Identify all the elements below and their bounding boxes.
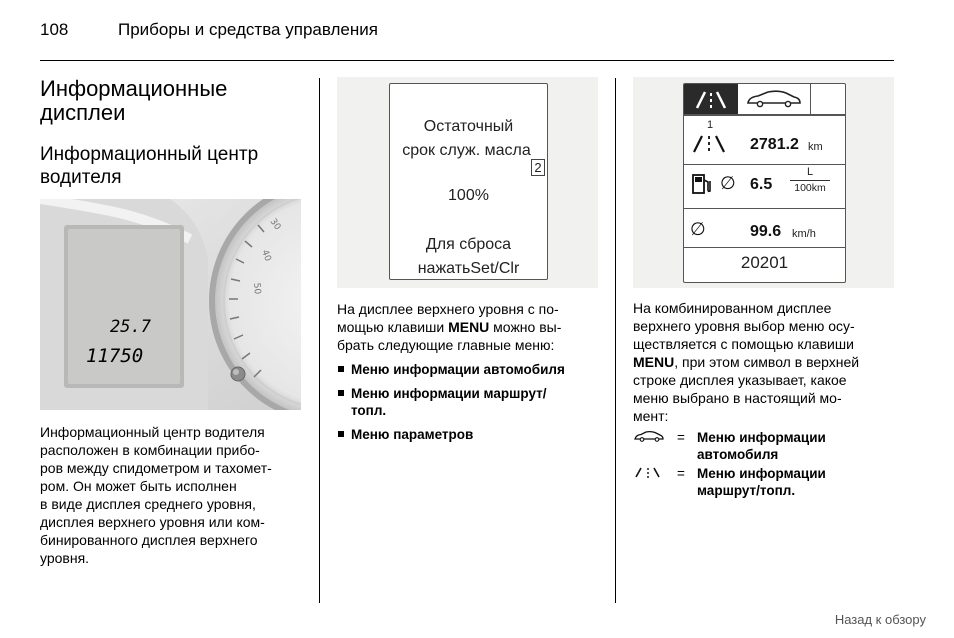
road-icon [633, 465, 665, 483]
subsection-title-line1: Информационный центр [40, 144, 259, 165]
col3-line-2: верхнего уровня выбор меню осу- [633, 318, 855, 334]
col1-line-6: дисплея верхнего уровня или ком- [40, 514, 265, 530]
col1-line-1: Информационный центр водителя [40, 424, 265, 440]
menu-key-label-2: MENU [633, 354, 675, 370]
col2-line-1: На дисплее верхнего уровня с по- [337, 301, 559, 317]
menu-item-2-text-line1: Меню информации маршрут/ [351, 386, 547, 401]
fuel-unit-fraction-line [790, 180, 830, 181]
col3-line-3: ществляется с помощью клавиши [633, 336, 854, 352]
legend-eq-2: = [677, 466, 685, 481]
fuel-value: 6.5 [750, 176, 773, 193]
main-menu-list [337, 361, 602, 450]
col2-paragraph [337, 300, 602, 354]
road-icon [684, 84, 738, 114]
row-divider-1 [684, 164, 845, 165]
col1-line-3: ров между спидометром и тахомет- [40, 460, 272, 476]
legend-row-vehicle [633, 429, 903, 465]
combo-display-screen [683, 83, 846, 283]
chapter-title: Приборы и средства управления [118, 20, 378, 39]
speed-unit: km/h [792, 228, 816, 240]
legend-row-trip [633, 465, 903, 501]
col1-line-2: расположен в комбинации прибо- [40, 442, 260, 458]
section-title [40, 77, 310, 125]
col1-line-4: ром. Он может быть исполнен [40, 478, 237, 494]
page-number: 108 [40, 20, 69, 39]
col3-line-4-rest: , при этом символ в верхней [674, 354, 860, 370]
display-badge: 2 [531, 159, 545, 176]
menu-item-vehicle-info [337, 361, 602, 378]
odometer-value: 20201 [740, 253, 789, 272]
legend-text-2-line1: Меню информации [697, 466, 826, 481]
tab-vehicle [738, 84, 811, 114]
mid-display-figure [337, 77, 598, 288]
col3-line-6: меню выбрано в настоящий мо- [633, 390, 842, 406]
legend-text-2-line2: маршрут/топл. [697, 483, 796, 498]
combo-display-figure [633, 77, 894, 288]
display-line-2: срок служ. масла [402, 142, 531, 159]
tab-trip-fuel [684, 84, 738, 114]
section-title-line1: Информационные [40, 76, 228, 101]
col2-line-3: брать следующие главные меню: [337, 337, 555, 353]
display-percent: 100% [448, 187, 489, 204]
legend-text-1 [697, 429, 897, 463]
fuel-pump-icon [690, 172, 714, 196]
header-rule [40, 60, 894, 61]
speed-value: 99.6 [750, 223, 782, 240]
menu-item-3-text: Меню параметров [351, 427, 474, 442]
column-divider-1 [319, 78, 320, 603]
col3-line-5: строке дисплея указывает, какое [633, 372, 847, 388]
fuel-avg-symbol: ∅ [720, 173, 736, 193]
menu-key-label: MENU [448, 319, 490, 335]
car-icon [633, 429, 665, 447]
instrument-cluster-photo [40, 199, 301, 410]
mid-display-screen [389, 83, 548, 280]
col3-line-1: На комбинированном дисплее [633, 300, 832, 316]
menu-item-trip-fuel-info [337, 385, 602, 419]
column-divider-2 [615, 78, 616, 603]
svg-text:50: 50 [251, 282, 262, 295]
section-title-line2: дисплеи [40, 100, 126, 125]
legend-eq-1: = [677, 430, 685, 445]
car-icon [738, 84, 810, 114]
col1-paragraph [40, 423, 310, 567]
display-line-5: нажатьSet/Clr [417, 260, 520, 277]
menu-item-2-text-line2: топл. [351, 403, 387, 418]
svg-text:40: 40 [259, 248, 273, 263]
subsection-title [40, 143, 310, 189]
legend-text-1-line1: Меню информации [697, 430, 826, 445]
row-divider-3 [684, 247, 845, 248]
col3-paragraph [633, 299, 901, 425]
tab-underline [684, 114, 845, 116]
back-to-overview-link[interactable]: Назад к обзору [834, 612, 926, 627]
col3-line-4 [633, 353, 901, 371]
legend-text-2 [697, 465, 897, 499]
trip-road-icon [690, 132, 730, 154]
col1-line-8: уровня. [40, 550, 90, 566]
fuel-unit-bottom: 100km [794, 182, 826, 194]
distance-value: 2781.2 [750, 136, 799, 153]
lcd-odometer-readout: 11750 [86, 345, 144, 367]
display-line-4: Для сброса [425, 236, 512, 253]
menu-item-1-text: Меню информации автомобиля [351, 362, 565, 377]
menu-item-settings [337, 426, 602, 443]
fuel-unit-top: L [806, 166, 814, 178]
col2-line-2-pre: мощью клавиши [337, 319, 449, 335]
display-line-1: Остаточный [423, 118, 514, 135]
distance-unit: km [808, 141, 823, 153]
col2-line-2-post: можно вы- [489, 319, 562, 335]
trip-index: 1 [707, 119, 714, 131]
col1-line-5: в виде дисплея среднего уровня, [40, 496, 256, 512]
lcd-trip-readout: 25.7 [110, 317, 151, 337]
col1-line-7: бинированного дисплея верхнего [40, 532, 258, 548]
speed-avg-symbol: ∅ [690, 219, 706, 239]
subsection-title-line2: водителя [40, 167, 122, 188]
legend-text-1-line2: автомобиля [697, 447, 779, 462]
svg-text:30: 30 [267, 216, 283, 233]
col2-line-2 [337, 318, 602, 336]
row-divider-2 [684, 208, 845, 209]
col3-line-7: мент: [633, 408, 669, 424]
